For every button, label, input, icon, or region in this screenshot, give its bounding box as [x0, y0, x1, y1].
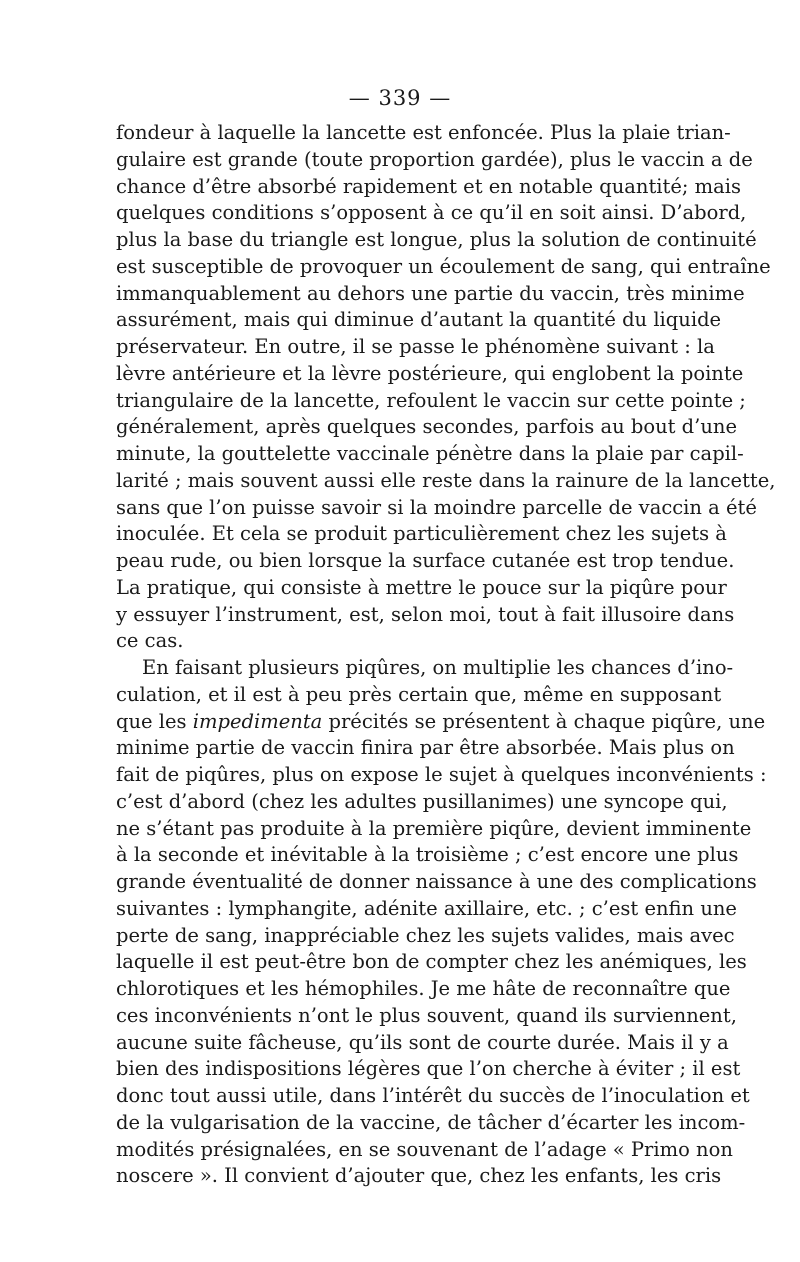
text-line: est susceptible de provoquer un écoulement de sang, qui entraîne: [116, 254, 771, 278]
text-line: minime partie de vaccin finira par être absorbée. Mais plus on: [116, 736, 735, 760]
text-line: suivantes : lymphangite, adénite axillaire, etc. ; c’est enfin une: [116, 896, 737, 920]
text-line: laquelle il est peut-être bon de compter chez les anémiques, les: [116, 950, 747, 974]
text-line: ces inconvénients n’ont le plus souvent, quand ils surviennent,: [116, 1003, 737, 1027]
text-line: chance d’être absorbé rapidement et en notable quantité; mais: [116, 174, 742, 198]
text-line: modités présignalées, en se souvenant de l’adage « Primo non: [116, 1137, 733, 1161]
text-line: fondeur à laquelle la lancette est enfoncée. Plus la plaie trian-: [116, 121, 731, 144]
page-number: — 339 —: [348, 86, 452, 110]
text-line: lèvre antérieure et la lèvre postérieure, qui englobent la pointe: [116, 361, 744, 385]
text-fragment: que les: [116, 709, 193, 733]
text-line: ce cas.: [116, 629, 184, 653]
text-line: grande éventualité de donner naissance à une des complications: [116, 870, 757, 893]
text-line: donc tout aussi utile, dans l’intérêt du succès de l’inoculation et: [116, 1084, 750, 1107]
text-line: de la vulgarisation de la vaccine, de tâcher d’écarter les incom-: [116, 1110, 746, 1134]
text-line: chlorotiques et les hémophiles. Je me hâte de reconnaître que: [116, 977, 731, 1000]
text-line: plus la base du triangle est longue, plus la solution de continuité: [116, 228, 757, 251]
text-line: culation, et il est à peu près certain que, même en supposant: [116, 682, 722, 706]
text-line: perte de sang, inappréciable chez les sujets valides, mais avec: [116, 923, 735, 947]
text-line: triangulaire de la lancette, refoulent le vaccin sur cette pointe ;: [116, 388, 746, 412]
text-line: préservateur. En outre, il se passe le phénomène suivant : la: [116, 335, 715, 358]
text-line: fait de piqûres, plus on expose le sujet à quelques inconvénients :: [116, 763, 767, 786]
text-line: généralement, après quelques secondes, parfois au bout d’une: [116, 415, 738, 439]
italic-term: impedimenta: [192, 709, 323, 733]
text-fragment: précités se présentent à chaque piqûre, une: [322, 709, 766, 733]
text-line: noscere ». Il convient d’ajouter que, chez les enfants, les cris: [116, 1164, 722, 1188]
text-line: inoculée. Et cela se produit particulièrement chez les sujets à: [116, 522, 727, 546]
text-line: sans que l’on puisse savoir si la moindre parcelle de vaccin a été: [116, 495, 757, 519]
text-line: La pratique, qui consiste à mettre le pouce sur la piqûre pour: [116, 575, 727, 599]
body-text: [116, 120, 776, 1190]
text-line: quelques conditions s’opposent à ce qu’il en soit ainsi. D’abord,: [116, 201, 747, 225]
text-line: aucune suite fâcheuse, qu’ils sont de courte durée. Mais il y a: [116, 1030, 729, 1054]
text-line: gulaire est grande (toute proportion gardée), plus le vaccin a de: [116, 147, 753, 171]
text-line: immanquablement au dehors une partie du vaccin, très minime: [116, 281, 745, 305]
text-line: à la seconde et inévitable à la troisième ; c’est encore une plus: [116, 843, 739, 867]
text-line: En faisant plusieurs piqûres, on multiplie les chances d’ino-: [142, 656, 734, 679]
text-line: peau rude, ou bien lorsque la surface cutanée est trop tendue.: [116, 549, 735, 572]
text-line: larité ; mais souvent aussi elle reste dans la rainure de la lancette,: [116, 468, 776, 492]
text-line: c’est d’abord (chez les adultes pusillanimes) une syncope qui,: [116, 789, 728, 813]
text-line: ne s’étant pas produite à la première piqûre, devient imminente: [116, 816, 752, 840]
text-line: assurément, mais qui diminue d’autant la quantité du liquide: [116, 308, 722, 332]
text-line: y essuyer l’instrument, est, selon moi, tout à fait illusoire dans: [116, 602, 735, 626]
text-line: minute, la gouttelette vaccinale pénètre dans la plaie par capil-: [116, 442, 744, 465]
text-line-with-italic: [116, 709, 766, 736]
text-line: bien des indispositions légères que l’on cherche à éviter ; il est: [116, 1057, 741, 1081]
